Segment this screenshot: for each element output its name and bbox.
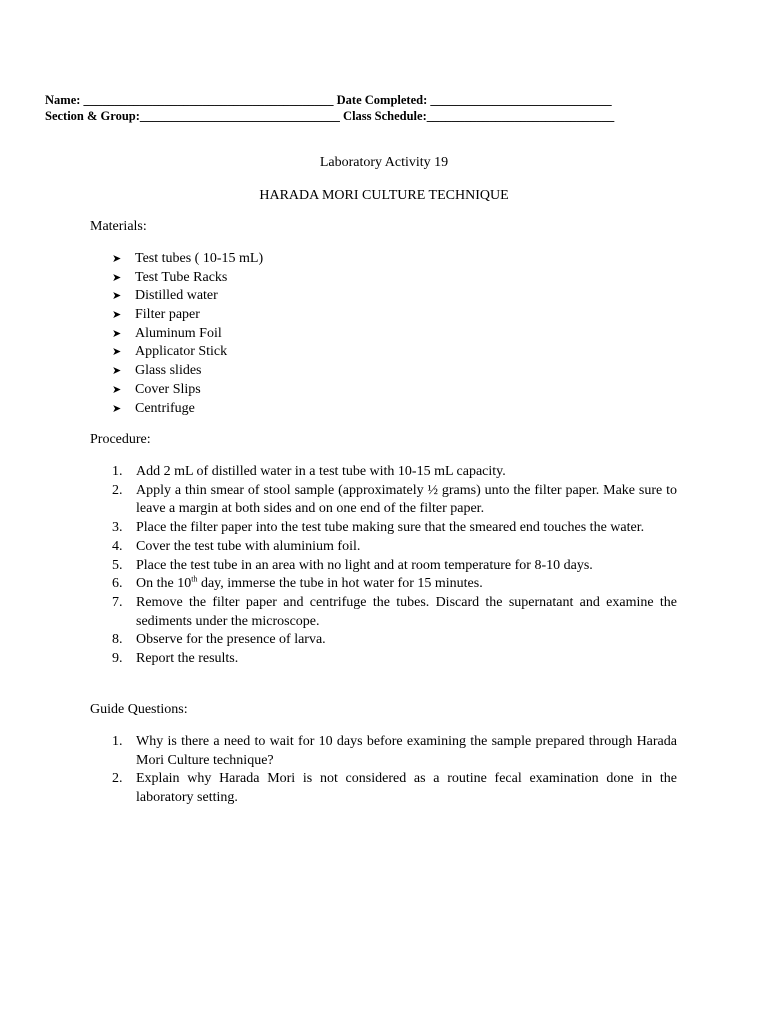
name-label: Name: — [45, 93, 81, 107]
material-text: Centrifuge — [135, 400, 195, 416]
guide-questions-label: Guide Questions: — [90, 702, 188, 717]
step-text: Remove the filter paper and centrifuge the tubes. Discard the supernatant and examine the sediments under the microscope. — [136, 594, 677, 629]
question-number: 1. — [112, 734, 123, 749]
step-text: Apply a thin smear of stool sample (approximately ½ grams) unto the filter paper. Make sure to leave a margin at both sides and on one end of the filter paper. — [136, 482, 677, 517]
step-text: Observe for the presence of larva. — [136, 632, 326, 648]
procedure-step — [112, 557, 677, 576]
material-item — [112, 269, 263, 288]
procedure-label: Procedure: — [90, 432, 151, 447]
arrowhead-bullet-icon: ➤ — [112, 364, 122, 378]
step-number: 3. — [112, 520, 123, 536]
arrowhead-bullet-icon: ➤ — [112, 308, 122, 322]
procedure-step — [112, 482, 677, 519]
material-item — [112, 287, 263, 306]
technique-title: HARADA MORI CULTURE TECHNIQUE — [259, 188, 509, 203]
procedure-step — [112, 538, 677, 557]
class-schedule-blank: ______________________________ — [426, 109, 615, 123]
material-item — [112, 343, 263, 362]
material-text: Glass slides — [135, 363, 202, 379]
step-number: 9. — [112, 651, 123, 667]
date-completed-blank: _____________________________ — [430, 93, 612, 107]
guide-question — [112, 770, 677, 807]
material-item — [112, 306, 263, 325]
arrowhead-bullet-icon: ➤ — [112, 326, 122, 340]
section-group-blank: ________________________________ — [139, 109, 340, 123]
question-text: Why is there a need to wait for 10 days before examining the sample prepared through Harada Mori Culture technique? — [136, 734, 677, 768]
procedure-step — [112, 650, 677, 669]
material-item — [112, 362, 263, 381]
student-info-header — [45, 92, 614, 124]
step-text-after: day, immerse the tube in hot water for 15 minutes. — [197, 576, 483, 592]
materials-label: Materials: — [90, 219, 147, 234]
arrowhead-bullet-icon: ➤ — [112, 252, 122, 265]
question-number: 2. — [112, 771, 123, 787]
material-item — [112, 325, 263, 344]
date-completed-label: Date Completed: — [336, 93, 428, 107]
step-number: 7. — [112, 594, 123, 610]
materials-list — [112, 250, 263, 418]
arrowhead-bullet-icon: ➤ — [112, 382, 122, 396]
arrowhead-bullet-icon: ➤ — [112, 401, 122, 415]
step-text: Add 2 mL of distilled water in a test tube with 10-15 mL capacity. — [136, 464, 506, 479]
question-text: Explain why Harada Mori is not considered as a routine fecal examination done in the laboratory setting. — [136, 771, 677, 806]
step-text: Place the filter paper into the test tube making sure that the smeared end touches the water. — [136, 520, 645, 536]
step-number: 8. — [112, 632, 123, 648]
step-number: 2. — [112, 482, 123, 498]
step-number: 4. — [112, 538, 123, 554]
guide-question — [112, 733, 677, 770]
step-number: 5. — [112, 557, 123, 573]
step-text: Cover the test tube with aluminium foil. — [136, 538, 361, 554]
procedure-step — [112, 594, 677, 631]
procedure-step — [112, 519, 677, 538]
material-text: Distilled water — [135, 288, 218, 304]
section-group-label: Section & Group: — [45, 109, 140, 123]
procedure-step — [112, 575, 677, 594]
material-item — [112, 250, 263, 269]
activity-title: Laboratory Activity 19 — [319, 155, 449, 170]
material-text: Aluminum Foil — [135, 325, 222, 341]
step-superscript: th — [191, 574, 198, 584]
step-number: 6. — [112, 576, 123, 592]
step-number: 1. — [112, 464, 123, 479]
material-text: Cover Slips — [135, 381, 201, 397]
header-line-2 — [45, 108, 614, 124]
procedure-step — [112, 631, 677, 650]
arrowhead-bullet-icon: ➤ — [112, 270, 122, 284]
arrowhead-bullet-icon: ➤ — [112, 289, 122, 303]
material-text: Applicator Stick — [135, 344, 228, 360]
material-text: Test Tube Racks — [135, 269, 228, 285]
step-text-before: On the 10 — [136, 576, 192, 592]
step-text: Place the test tube in an area with no light and at room temperature for 8-10 days. — [136, 557, 593, 573]
arrowhead-bullet-icon: ➤ — [112, 345, 122, 359]
material-item — [112, 381, 263, 400]
material-text: Filter paper — [135, 307, 200, 323]
class-schedule-label: Class Schedule: — [343, 109, 427, 123]
procedure-list — [112, 463, 677, 669]
material-text: Test tubes ( 10-15 mL) — [135, 251, 264, 266]
step-text: Report the results. — [136, 651, 239, 667]
name-blank: ________________________________________ — [83, 93, 334, 107]
procedure-step — [112, 463, 677, 482]
material-item — [112, 400, 263, 419]
guide-questions-list — [112, 733, 677, 808]
header-line-1 — [45, 92, 614, 108]
